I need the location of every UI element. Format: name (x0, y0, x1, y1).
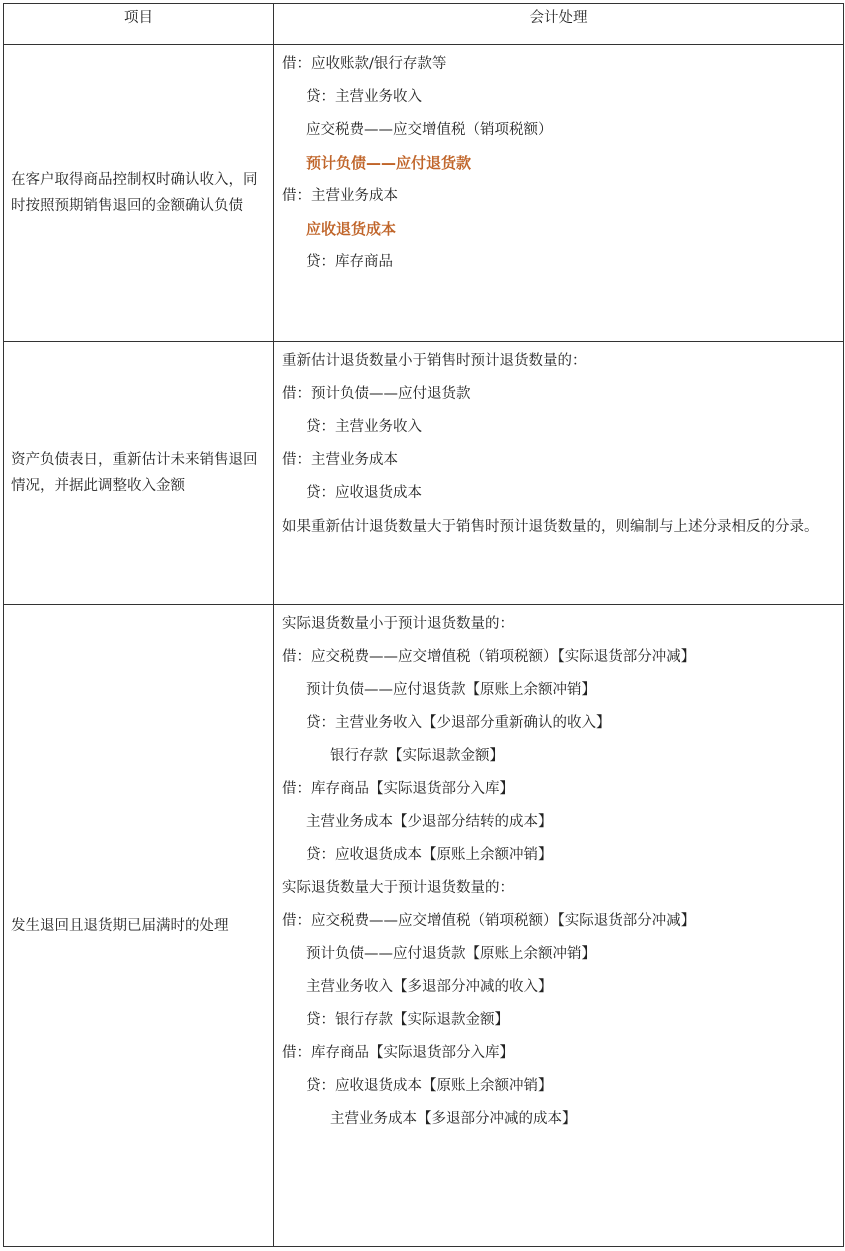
journal-entry-line: 主营业务成本【多退部分冲减的成本】 (330, 1111, 577, 1127)
item-cell: 资产负债表日，重新估计未来销售退回情况，并据此调整收入金额 (4, 342, 274, 605)
journal-entry-line: 贷：应收退货成本【原账上余额冲销】 (306, 847, 553, 863)
journal-entry-line: 贷：主营业务收入【少退部分重新确认的收入】 (306, 715, 611, 731)
accounting-cell (274, 342, 844, 605)
journal-entry-line: 借：应收账款/银行存款等 (282, 56, 447, 72)
journal-entry-line: 借：预计负债——应付退货款 (282, 386, 471, 402)
journal-entry-line: 贷：主营业务收入 (306, 419, 422, 435)
journal-entry-line: 预计负债——应付退货款 (306, 154, 472, 172)
journal-entry-line: 借：主营业务成本 (282, 452, 398, 468)
table-row (4, 605, 844, 1247)
journal-entry-line: 主营业务收入【多退部分冲减的收入】 (306, 979, 553, 995)
journal-entry-line: 借：应交税费——应交增值税（销项税额）【实际退货部分冲减】 (282, 913, 696, 929)
table-row (4, 342, 844, 605)
journal-entry-line: 重新估计退货数量小于销售时预计退货数量的： (282, 353, 587, 369)
accounting-cell (274, 605, 844, 1247)
accounting-table (3, 3, 844, 1247)
journal-entry-line: 预计负债——应付退货款【原账上余额冲销】 (306, 946, 596, 962)
journal-entry-line: 借：主营业务成本 (282, 188, 398, 204)
journal-entry-line: 贷：库存商品 (306, 254, 393, 270)
journal-entry-line: 借：库存商品【实际退货部分入库】 (282, 781, 514, 797)
item-cell: 在客户取得商品控制权时确认收入，同时按照预期销售退回的金额确认负债 (4, 45, 274, 342)
journal-entry-line: 借：应交税费——应交增值税（销项税额）【实际退货部分冲减】 (282, 649, 696, 665)
journal-entry-line: 贷：应收退货成本【原账上余额冲销】 (306, 1078, 553, 1094)
journal-entry-line: 应收退货成本 (306, 220, 397, 238)
journal-entry-line: 应交税费——应交增值税（销项税额） (306, 122, 553, 138)
journal-entry-line: 预计负债——应付退货款【原账上余额冲销】 (306, 682, 596, 698)
journal-entry-line: 贷：主营业务收入 (306, 89, 422, 105)
table-header-row (4, 4, 844, 45)
journal-entry-line: 贷：银行存款【实际退款金额】 (306, 1012, 509, 1028)
header-accounting: 会计处理 (274, 4, 844, 45)
journal-entry-line: 实际退货数量大于预计退货数量的： (282, 880, 514, 896)
journal-entry-line: 实际退货数量小于预计退货数量的： (282, 616, 514, 632)
journal-entry-line: 借：库存商品【实际退货部分入库】 (282, 1045, 514, 1061)
item-cell: 发生退回且退货期已届满时的处理 (4, 605, 274, 1247)
accounting-cell (274, 45, 844, 342)
journal-entry-line: 主营业务成本【少退部分结转的成本】 (306, 814, 553, 830)
journal-entry-line: 如果重新估计退货数量大于销售时预计退货数量的，则编制与上述分录相反的分录。 (282, 519, 819, 535)
header-item: 项目 (4, 4, 274, 45)
journal-entry-line: 银行存款【实际退款金额】 (330, 748, 504, 764)
table-row (4, 45, 844, 342)
journal-entry-line: 贷：应收退货成本 (306, 485, 422, 501)
